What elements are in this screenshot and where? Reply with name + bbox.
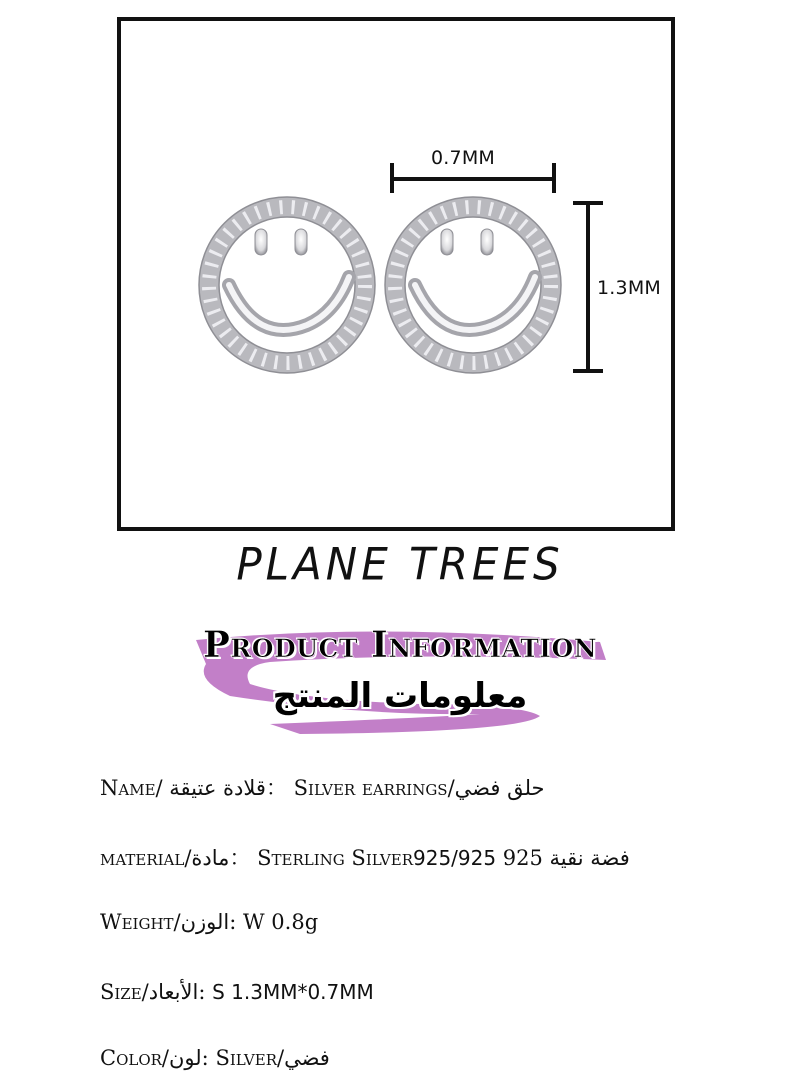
spec-value-arabic: فضي [284, 1046, 330, 1070]
spec-label: Size/الأبعاد [100, 980, 199, 1004]
spec-value: Silver earrings/ [293, 776, 455, 800]
spec-value-number: 925/925 [413, 846, 497, 870]
earring-right [385, 197, 561, 373]
product-image-frame [117, 17, 675, 531]
spec-value-arabic: حلق فضي [454, 776, 545, 800]
spec-label: Name/ قلادة عتيقة [100, 776, 266, 800]
spec-row-size [100, 980, 374, 1004]
spec-separator: ： [265, 776, 287, 800]
spec-row-color [100, 1046, 330, 1070]
spec-separator: : [198, 980, 206, 1004]
brand-name: PLANE TREES [236, 538, 564, 591]
spec-row-weight [100, 910, 318, 934]
spec-label: material/مادة [100, 846, 230, 870]
product-information-heading-arabic: معلومات المنتج [272, 676, 528, 716]
spec-separator: : [229, 910, 237, 934]
earring-left [199, 197, 375, 373]
spec-row-name [100, 772, 545, 802]
spec-separator: ： [229, 846, 251, 870]
spec-value: Sterling Silver [257, 846, 413, 870]
height-label: 1.3MM [597, 277, 662, 299]
spec-row-material [100, 842, 630, 872]
spec-value: W 0.8g [243, 910, 319, 934]
spec-value: Silver/ [215, 1046, 285, 1070]
spec-separator: : [201, 1046, 209, 1070]
earrings-illustration [121, 21, 671, 527]
spec-label: Weight/الوزن [100, 910, 230, 934]
spec-value-arabic: فضة نقية 925 [502, 846, 630, 870]
spec-label: Color/لون [100, 1046, 202, 1070]
width-label: 0.7MM [431, 147, 496, 169]
spec-value: S 1.3MM*0.7MM [212, 980, 374, 1004]
product-information-heading: Product Information [202, 624, 598, 666]
